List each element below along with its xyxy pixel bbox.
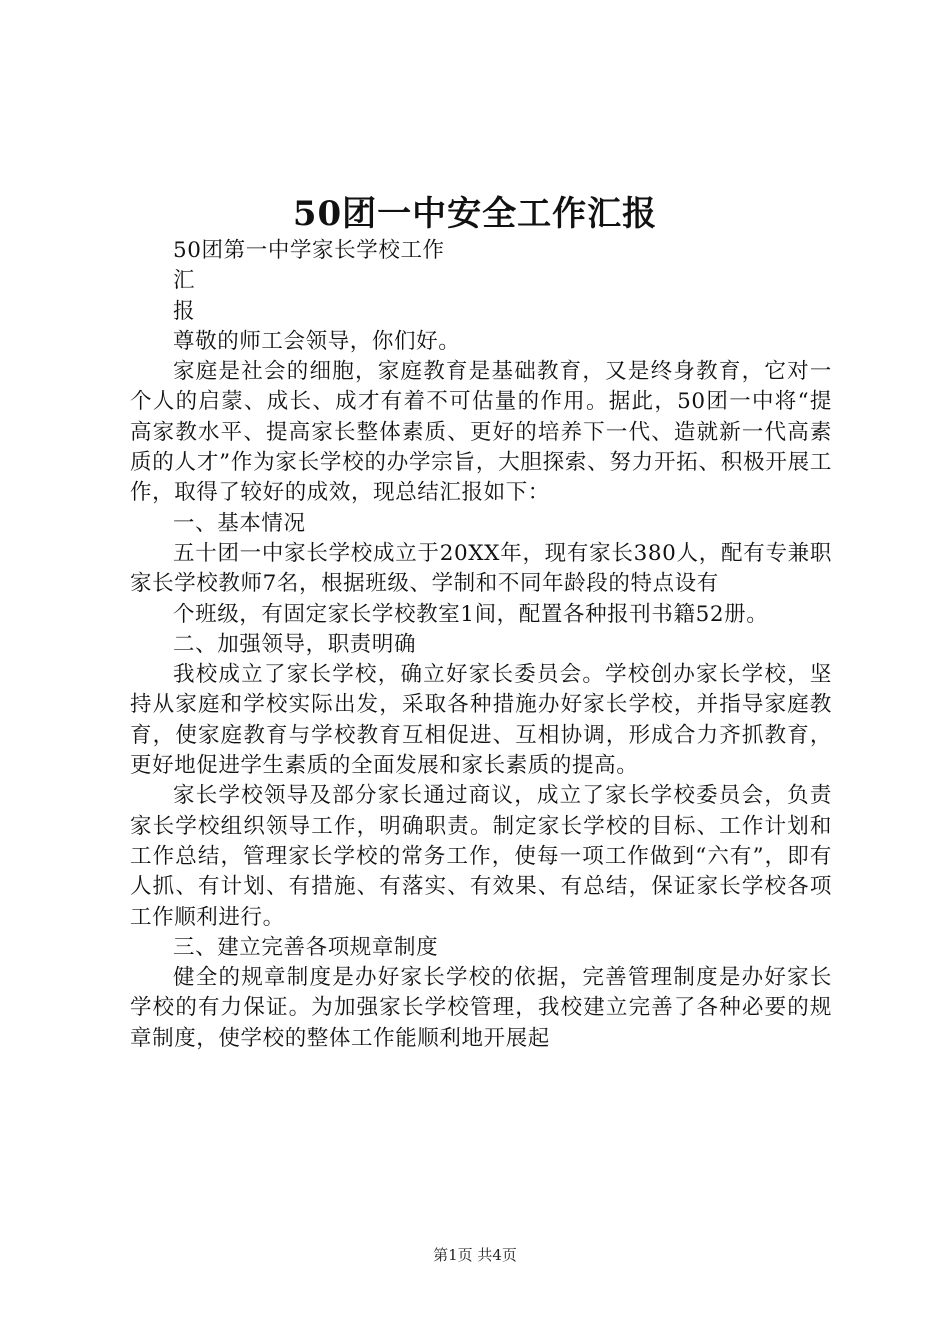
document-title: 50团一中安全工作汇报 (292, 194, 658, 234)
paragraph-salutation: 尊敬的师工会领导，你们好。 (173, 328, 461, 354)
page-footer: 第1页 共4页 (433, 1246, 517, 1264)
section-heading-basic: 一、基本情况 (173, 510, 306, 536)
document-body (130, 236, 832, 1054)
paragraph-subtitle-bao: 报 (173, 298, 196, 324)
paragraph-intro: 家庭是社会的细胞，家庭教育是基础教育，又是终身教育，它对一个人的启蒙、成长、成才有着不可估量的作用。据此，50团一中将“提高家教水平、提高家长整体素质、更好的培养下一代、造就新一代高素质的人才”作为家长学校的办学宗旨，大胆探索、努力开拓、积极开展工作，取得了较好的成效，现总结汇报如下： (130, 359, 832, 506)
paragraph-basic-info: 五十团一中家长学校成立于20XX年，现有家长380人，配有专兼职家长学校教师7名，根据班级、学制和不同年龄段的特点设有 (130, 540, 832, 597)
section-heading-leadership: 二、加强领导，职责明确 (173, 631, 417, 657)
paragraph-leadership-2: 家长学校领导及部分家长通过商议，成立了家长学校委员会，负责家长学校组织领导工作，明确职责。制定家长学校的目标、工作计划和工作总结，管理家长学校的常务工作，使每一项工作做到“六有”，即有人抓、有计划、有措施、有落实、有效果、有总结，保证家长学校各项工作顺利进行。 (130, 783, 832, 930)
paragraph-rules: 健全的规章制度是办好家长学校的依据，完善管理制度是办好家长学校的有力保证。为加强家长学校管理，我校建立完善了各种必要的规章制度，使学校的整体工作能顺利地开展起 (130, 965, 832, 1051)
paragraph-basic-info-cont: 个班级，有固定家长学校教室1间，配置各种报刊书籍52册。 (173, 601, 769, 627)
paragraph-subtitle-hui: 汇 (173, 268, 196, 294)
paragraph-leadership-1: 我校成立了家长学校，确立好家长委员会。学校创办家长学校，坚持从家庭和学校实际出发，采取各种措施办好家长学校，并指导家庭教育，使家庭教育与学校教育互相促进、互相协调，形成合力齐抓教育，更好地促进学生素质的全面发展和家长素质的提高。 (130, 662, 832, 779)
paragraph-subtitle: 50团第一中学家长学校工作 (173, 238, 445, 263)
section-heading-rules: 三、建立完善各项规章制度 (173, 934, 439, 960)
